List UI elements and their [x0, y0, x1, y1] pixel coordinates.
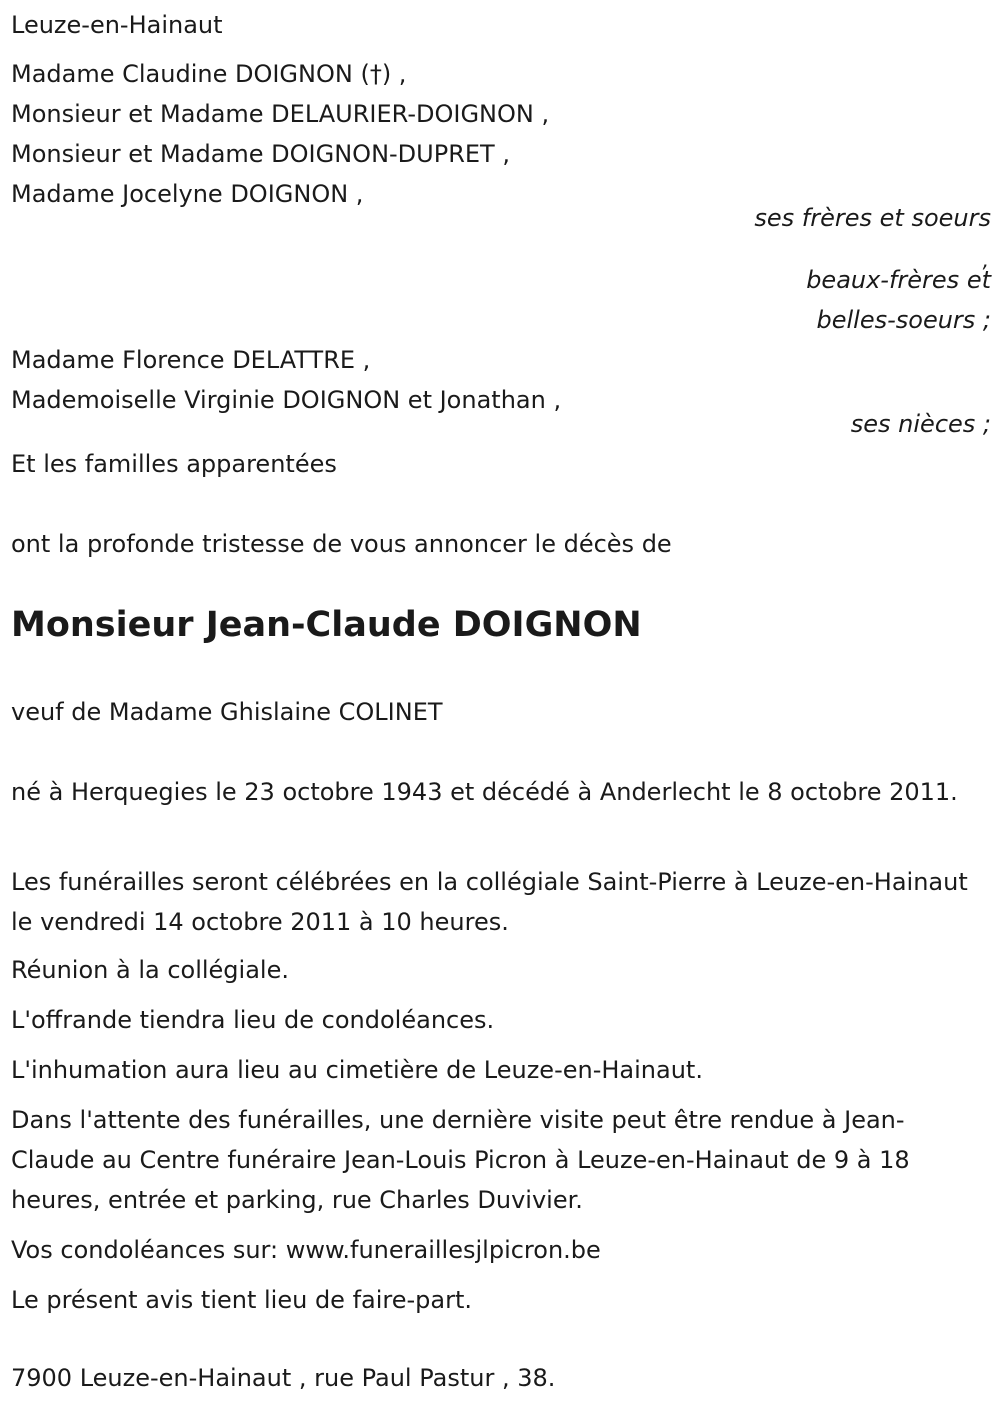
- condolences-info: Vos condoléances sur: www.funeraillesjlpicron.be: [11, 1236, 601, 1264]
- notice-info: Le présent avis tient lieu de faire-part.: [11, 1286, 473, 1314]
- visitation-info: Dans l'attente des funérailles, une dernière visite peut être rendue à Jean-Claude au Centre funéraire Jean-Louis Picron à Leuze-en-Hainaut de 9 à 18 heures, entrée et parking, rue Charles Duvivier.: [11, 1106, 910, 1214]
- deceased-name: Monsieur Jean-Claude DOIGNON: [11, 605, 642, 645]
- offering-info: L'offrande tiendra lieu de condoléances.: [11, 1006, 495, 1034]
- related-families: Et les familles apparentées: [11, 450, 337, 478]
- inlaws-role-line2: belles-soeurs ;: [816, 306, 991, 334]
- sibling-line: Madame Claudine DOIGNON (†) ,: [11, 60, 407, 88]
- address: 7900 Leuze-en-Hainaut , rue Paul Pastur , 38.: [11, 1364, 556, 1392]
- location-header: Leuze-en-Hainaut: [11, 11, 223, 39]
- niece-line: Madame Florence DELATTRE ,: [11, 346, 371, 374]
- burial-info: L'inhumation aura lieu au cimetière de Leuze-en-Hainaut.: [11, 1056, 703, 1084]
- announcement-intro: ont la profonde tristesse de vous annoncer le décès de: [11, 530, 672, 558]
- inlaws-role-line1: beaux-frères et: [806, 266, 991, 294]
- widower-of: veuf de Madame Ghislaine COLINET: [11, 698, 443, 726]
- niece-line: Mademoiselle Virginie DOIGNON et Jonathan ,: [11, 386, 562, 414]
- siblings-role: ses frères et soeurs: [754, 204, 991, 232]
- birth-death: né à Herquegies le 23 octobre 1943 et décédé à Anderlecht le 8 octobre 2011.: [11, 778, 958, 806]
- gathering-info: Réunion à la collégiale.: [11, 956, 289, 984]
- funeral-details: Les funérailles seront célébrées en la collégiale Saint-Pierre à Leuze-en-Hainaut le vendredi 14 octobre 2011 à 10 heures.: [11, 868, 968, 936]
- siblings-role-punct: ,: [982, 248, 989, 272]
- sibling-line: Monsieur et Madame DOIGNON-DUPRET ,: [11, 140, 510, 168]
- sibling-line: Monsieur et Madame DELAURIER-DOIGNON ,: [11, 100, 550, 128]
- nieces-role: ses nièces ;: [850, 410, 991, 438]
- sibling-line: Madame Jocelyne DOIGNON ,: [11, 180, 364, 208]
